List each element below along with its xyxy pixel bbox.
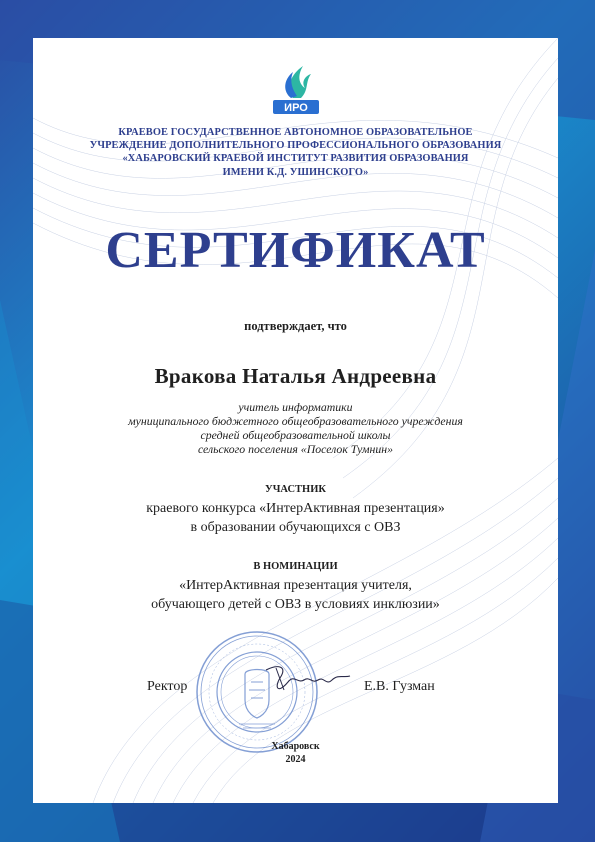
signatory-position: Ректор <box>147 679 188 694</box>
nomination-line: обучающего детей с ОВЗ в условиях инклюзии» <box>151 597 440 612</box>
institution-line: УЧРЕЖДЕНИЕ ДОПОЛНИТЕЛЬНОГО ПРОФЕССИОНАЛЬНОГО ОБРАЗОВАНИЯ <box>89 140 502 152</box>
issue-year: 2024 <box>285 754 306 765</box>
institution-name <box>53 126 538 179</box>
nomination-name <box>33 576 558 614</box>
nomination-heading: В НОМИНАЦИИ <box>253 561 338 572</box>
confirms-text: подтверждает, что <box>244 319 347 333</box>
svg-text:ИРО: ИРО <box>284 102 308 114</box>
position-line: средней общеобразовательной школы <box>200 428 391 442</box>
contest-line: в образовании обучающихся с ОВЗ <box>190 520 401 535</box>
certificate-sheet <box>33 38 558 803</box>
recipient-position <box>33 400 558 456</box>
recipient-name: Вракова Наталья Андреевна <box>154 364 437 388</box>
issue-place-date <box>33 740 558 766</box>
contest-name <box>33 499 558 537</box>
institution-line: «ХАБАРОВСКИЙ КРАЕВОЙ ИНСТИТУТ РАЗВИТИЯ ОБРАЗОВАНИЯ <box>122 153 469 165</box>
signature-scribble-icon <box>258 660 353 700</box>
nomination-line: «ИнтерАктивная презентация учителя, <box>179 578 412 593</box>
institution-line: ИМЕНИ К.Д. УШИНСКОГО» <box>222 166 369 178</box>
institution-line: КРАЕВОЕ ГОСУДАРСТВЕННОЕ АВТОНОМНОЕ ОБРАЗОВАТЕЛЬНОЕ <box>118 127 473 138</box>
contest-line: краевого конкурса «ИнтерАктивная презентация» <box>146 501 445 516</box>
certificate-title: СЕРТИФИКАТ <box>105 222 486 279</box>
issue-city: Хабаровск <box>271 741 320 752</box>
position-line: муниципального бюджетного общеобразовательного учреждения <box>128 414 463 428</box>
position-line: сельского поселения «Поселок Тумнин» <box>197 442 394 456</box>
iro-flame-logo-icon <box>271 58 321 118</box>
certificate-content <box>33 38 558 803</box>
position-line: учитель информатики <box>238 400 353 414</box>
participant-role: УЧАСТНИК <box>264 484 326 495</box>
signatory-name: Е.В. Гузман <box>364 679 435 694</box>
